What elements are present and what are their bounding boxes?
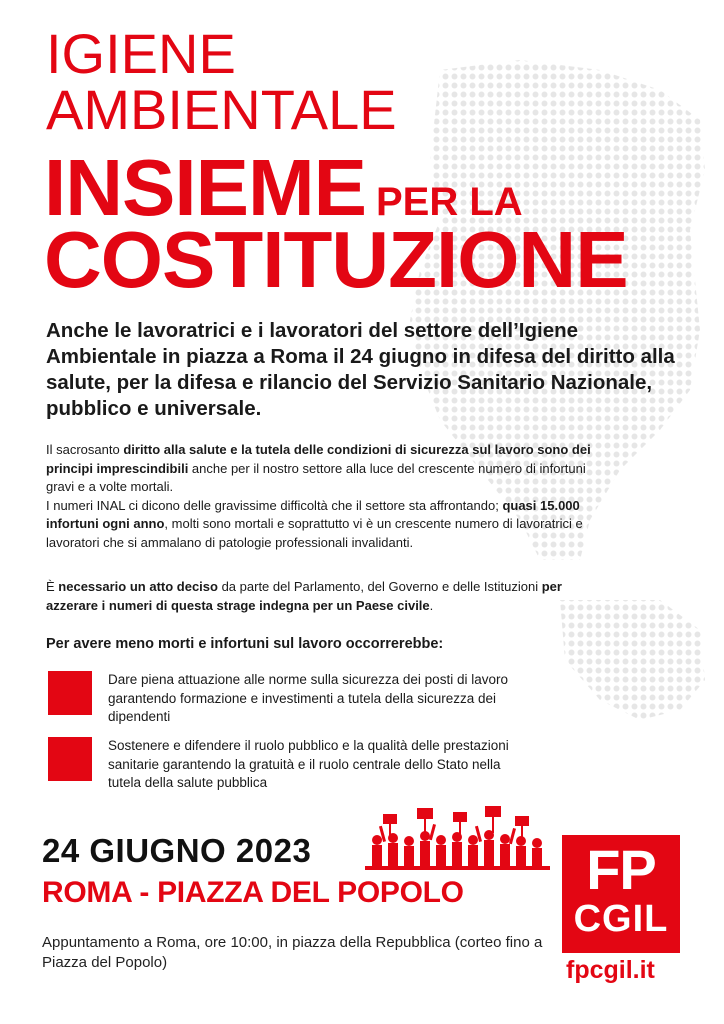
website-link[interactable]: fpcgil.it <box>566 956 655 984</box>
body-paragraph-2: È necessario un atto deciso da parte del Parlamento, del Governo e delle Istituzioni per azzerare i numeri di questa strage indegna per un Paese civile. <box>46 579 562 613</box>
title-per-la: PER LA <box>375 180 523 224</box>
title-line-1: IGIENE <box>46 22 236 85</box>
demands-heading: Per avere meno morti e infortuni sul lavoro occorrerebbe: <box>46 636 444 652</box>
title-line-4: COSTITUZIONE <box>44 215 628 304</box>
lead-paragraph: Anche le lavoratrici e i lavoratori del settore dell’Igiene Ambientale in piazza a Roma il 24 giugno in difesa del diritto alla salute, per la difesa e rilancio del Servizio Sanitario Nazionale, pubblico e universale. <box>46 319 675 420</box>
demand-item-1: Dare piena attuazione alle norme sulla sicurezza dei posti di lavoro garantendo formazione e investimenti a tutela della sicurezza dei dipendenti <box>108 672 508 724</box>
demand-item-2: Sostenere e difendere il ruolo pubblico e la qualità delle prestazioni sanitarie garantendo la gratuità e il ruolo centrale dello Stato nella tutela della salute pubblica <box>108 738 509 790</box>
title-line-2: AMBIENTALE <box>46 78 397 141</box>
bullet-square-icon <box>48 737 92 781</box>
logo-cgil-text: CGIL <box>573 898 669 940</box>
fp-cgil-logo <box>562 835 680 953</box>
logo-fp-text: FP <box>586 838 656 901</box>
meeting-note: Appuntamento a Roma, ore 10:00, in piazza della Repubblica (corteo fino a Piazza del Popolo) <box>42 934 543 971</box>
body-paragraph-1: Il sacrosanto diritto alla salute e la tutela delle condizioni di sicurezza sul lavoro sono dei principi imprescindibili anche per il nostro settore alla luce del crescente numero di infortuni gravi e a volte mortali. I numeri INAL ci dicono delle gravissime difficoltà che il settore sta affrontando; quasi 15.000 infortuni ogni anno, molti sono mortali e soprattutto vi è un crescente numero di lavoratrici e lavoratori che si ammalano di patologie professionali invalidanti. <box>46 442 591 550</box>
event-date: 24 GIUGNO 2023 <box>42 832 312 869</box>
bullet-square-icon <box>48 671 92 715</box>
event-location: ROMA - PIAZZA DEL POPOLO <box>42 876 464 909</box>
protest-crowd-illustration <box>365 806 550 880</box>
title-insieme: INSIEME <box>44 143 366 232</box>
